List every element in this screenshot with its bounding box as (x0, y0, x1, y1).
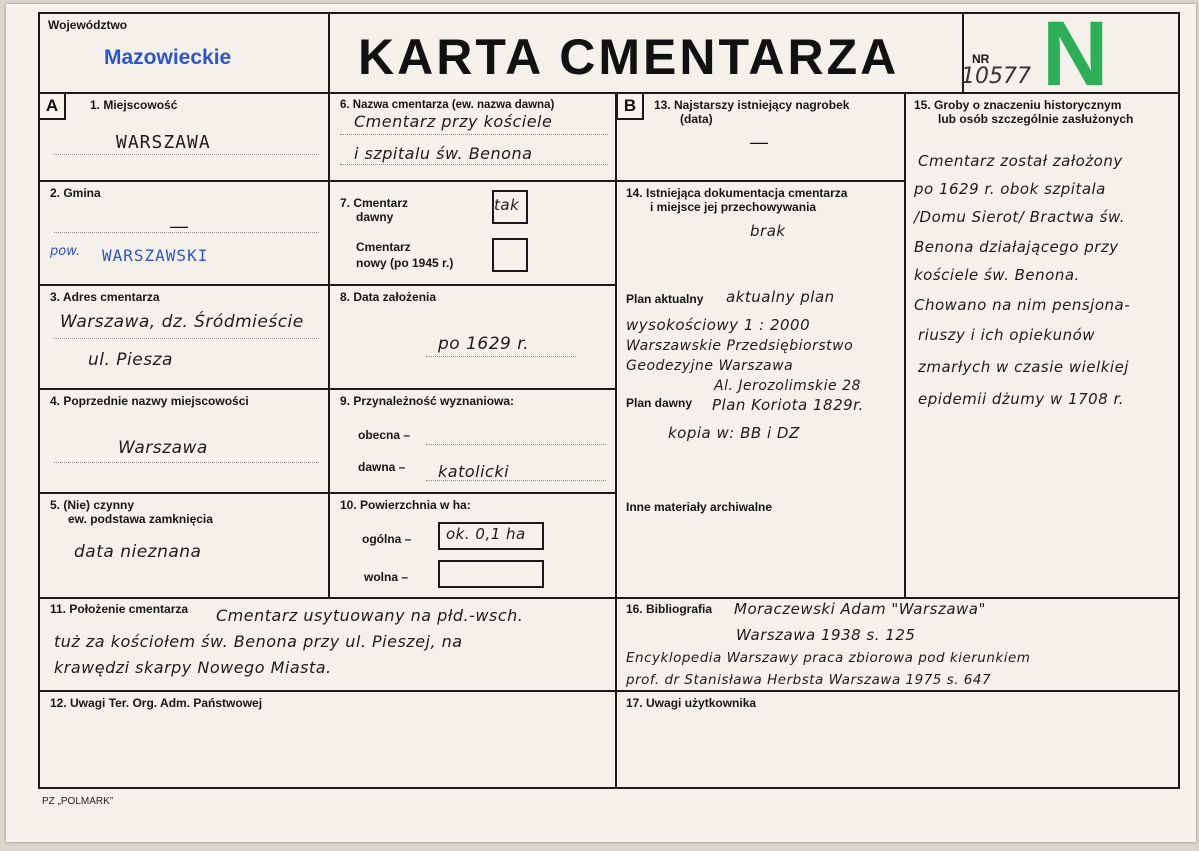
printer-mark: PZ „POLMARK” (42, 796, 114, 807)
f14-value: brak (750, 222, 786, 240)
f6-line2: i szpitalu św. Benona (354, 144, 533, 163)
f4-value: Warszawa (118, 438, 208, 458)
f7-dawny-label-line1: 7. Cmentarz (340, 196, 409, 210)
f7-dawny-value: tak (494, 196, 520, 214)
f15-line: Cmentarz został założony (918, 152, 1123, 170)
f15-line: /Domu Sierot/ Bractwa św. (914, 208, 1126, 226)
f16-label: 16. Bibliografia (626, 602, 713, 616)
f2-prefix: pow. (50, 244, 81, 259)
f5-label-line1: 5. (Nie) czynny (50, 498, 135, 512)
nr-value: 10577 (961, 64, 1031, 89)
f15-line: epidemii dżumy w 1708 r. (918, 390, 1125, 408)
f3-line1: Warszawa, dz. Śródmieście (60, 312, 304, 332)
f15-label-line2: lub osób szczególnie zasłużonych (938, 112, 1134, 126)
f5-value: data nieznana (74, 542, 202, 562)
f14-label-line1: 14. Istniejąca dokumentacja cmentarza (626, 186, 848, 200)
f10-wolna-box (438, 560, 544, 588)
f9-label: 9. Przynależność wyznaniowa: (340, 394, 515, 408)
f5-label-line2: ew. podstawa zamknięcia (68, 512, 213, 526)
f15-label-line1: 15. Groby o znaczeniu historycznym (914, 98, 1122, 112)
f15-line: Benona działającego przy (914, 238, 1119, 256)
f2-value: WARSZAWSKI (102, 246, 209, 265)
f10-wolna-label: wolna – (364, 570, 409, 584)
f15-line: riuszy i ich opiekunów (918, 326, 1096, 344)
f9-dawna-value: katolicki (438, 462, 510, 481)
f11-line1: Cmentarz usytuowany na płd.-wsch. (216, 606, 524, 625)
f1-value: WARSZAWA (116, 132, 211, 153)
f14-plan-aktualny-label: Plan aktualny (626, 292, 704, 306)
f14-plan-dawny-line1: Plan Koriota 1829r. (712, 396, 864, 414)
f8-label: 8. Data założenia (340, 290, 437, 304)
section-b-letter: B (616, 92, 644, 120)
f11-line2: tuż za kościołem św. Benona przy ul. Pieszej, na (54, 632, 463, 651)
f15-line: zmarłych w czasie wielkiej (918, 358, 1129, 376)
f14-plan-aktualny-line4: Geodezyjne Warszawa (626, 358, 794, 374)
f7-nowy-label-line2: nowy (po 1945 r.) (356, 256, 454, 270)
f16-line1: Moraczewski Adam "Warszawa" (734, 600, 986, 618)
f3-line2: ul. Piesza (88, 350, 173, 370)
f16-line3: Encyklopedia Warszawy praca zbiorowa pod kierunkiem (626, 650, 1031, 666)
f2-dash: — (170, 216, 188, 236)
f2-label: 2. Gmina (50, 186, 101, 200)
f14-plan-dawny-label: Plan dawny (626, 396, 693, 410)
f6-label: 6. Nazwa cmentarza (ew. nazwa dawna) (340, 99, 555, 111)
f14-label-line2: i miejsce jej przechowywania (650, 200, 817, 214)
f16-line2: Warszawa 1938 s. 125 (736, 626, 916, 644)
nr-label: NR (972, 52, 990, 66)
f16-line4: prof. dr Stanisława Herbsta Warszawa 1975 s. 647 (626, 672, 992, 688)
f9-obecna-label: obecna – (358, 428, 411, 442)
f15-line: kościele św. Benona. (914, 266, 1080, 284)
f12-label: 12. Uwagi Ter. Org. Adm. Państwowej (50, 696, 263, 710)
f13-value: — (750, 132, 768, 152)
f14-plan-aktualny-line1: aktualny plan (726, 288, 835, 306)
f11-line3: krawędzi skarpy Nowego Miasta. (54, 658, 332, 677)
f3-label: 3. Adres cmentarza (50, 290, 160, 304)
f6-line1: Cmentarz przy kościele (354, 112, 553, 131)
f14-plan-aktualny-line5: Al. Jerozolimskie 28 (714, 378, 861, 394)
f14-plan-dawny-line2: kopia w: BB i DZ (668, 424, 800, 442)
f9-dawna-label: dawna – (358, 460, 406, 474)
f15-line: po 1629 r. obok szpitala (914, 180, 1106, 198)
f7-nowy-checkbox (492, 238, 528, 272)
cemetery-card (6, 4, 1196, 842)
f13-label-line2: (data) (680, 112, 713, 126)
f4-label: 4. Poprzednie nazwy miejscowości (50, 394, 249, 408)
f14-inne-label: Inne materiały archiwalne (626, 500, 773, 514)
f11-label: 11. Położenie cmentarza (50, 602, 189, 616)
section-a-letter: A (38, 92, 66, 120)
f14-plan-aktualny-line3: Warszawskie Przedsiębiorstwo (626, 338, 854, 354)
wojewodztwo-stamp: Mazowieckie (104, 46, 232, 69)
f17-label: 17. Uwagi użytkownika (626, 696, 757, 710)
f13-label-line1: 13. Najstarszy istniejący nagrobek (654, 98, 850, 112)
f10-ogolna-label: ogólna – (362, 532, 412, 546)
nr-marker: N (1042, 3, 1109, 105)
f15-line: Chowano na nim pensjona- (914, 296, 1131, 314)
f1-label: 1. Miejscowość (90, 98, 178, 112)
f8-value: po 1629 r. (438, 334, 530, 354)
f7-nowy-label-line1: Cmentarz (356, 240, 411, 254)
wojewodztwo-label: Województwo (48, 18, 128, 32)
page-title: KARTA CMENTARZA (358, 29, 900, 85)
f10-ogolna-value: ok. 0,1 ha (446, 525, 526, 543)
f7-dawny-label-line2: dawny (356, 210, 394, 224)
f14-plan-aktualny-line2: wysokościowy 1 : 2000 (626, 316, 811, 334)
f10-label: 10. Powierzchnia w ha: (340, 498, 471, 512)
